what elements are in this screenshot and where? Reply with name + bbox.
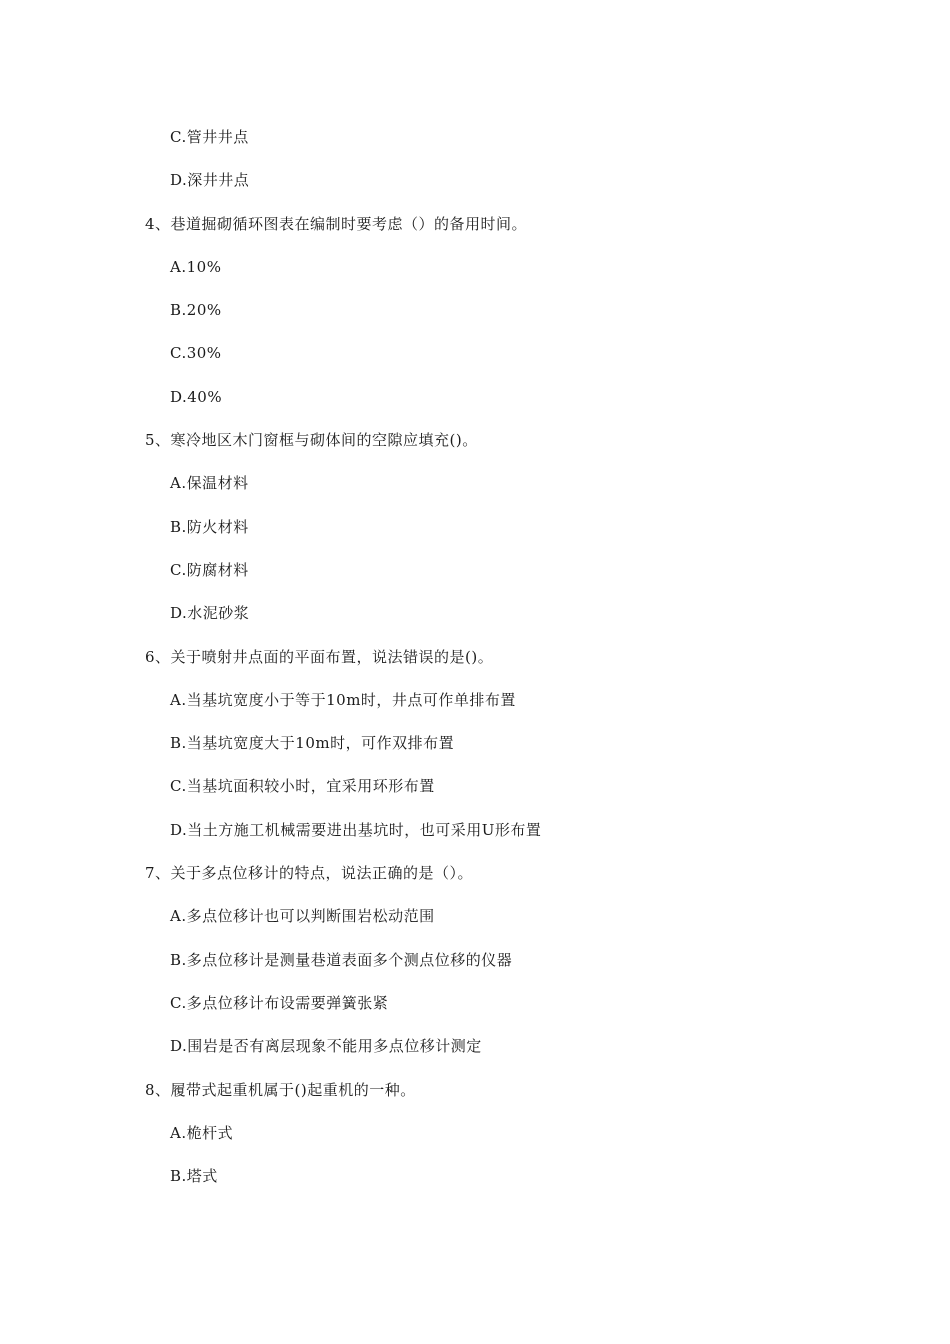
option-8b: B.塔式 <box>170 1167 218 1185</box>
option-4a: A.10% <box>170 258 222 276</box>
option-3c: C.管井井点 <box>170 128 249 146</box>
option-7a: A.多点位移计也可以判断围岩松动范围 <box>170 907 435 925</box>
question-5: 5、寒冷地区木门窗框与砌体间的空隙应填充()。 <box>145 431 478 449</box>
option-4b: B.20% <box>170 301 222 319</box>
option-7d: D.围岩是否有离层现象不能用多点位移计测定 <box>170 1037 482 1055</box>
option-6b: B.当基坑宽度大于10m时，可作双排布置 <box>170 734 455 752</box>
option-5d: D.水泥砂浆 <box>170 604 250 622</box>
question-7: 7、关于多点位移计的特点，说法正确的是（）。 <box>145 864 474 882</box>
question-4: 4、巷道掘砌循环图表在编制时要考虑（）的备用时间。 <box>145 215 528 233</box>
option-6a: A.当基坑宽度小于等于10m时，井点可作单排布置 <box>170 691 516 709</box>
option-6d: D.当土方施工机械需要进出基坑时，也可采用U形布置 <box>170 821 542 839</box>
question-8: 8、履带式起重机属于()起重机的一种。 <box>145 1081 416 1099</box>
option-8a: A.桅杆式 <box>170 1124 234 1142</box>
question-6: 6、关于喷射井点面的平面布置，说法错误的是()。 <box>145 648 494 666</box>
option-5a: A.保温材料 <box>170 474 249 492</box>
option-3d: D.深井井点 <box>170 171 250 189</box>
option-7b: B.多点位移计是测量巷道表面多个测点位移的仪器 <box>170 951 513 969</box>
option-7c: C.多点位移计布设需要弹簧张紧 <box>170 994 389 1012</box>
option-6c: C.当基坑面积较小时，宜采用环形布置 <box>170 777 435 795</box>
option-4d: D.40% <box>170 388 223 406</box>
option-5c: C.防腐材料 <box>170 561 249 579</box>
option-4c: C.30% <box>170 344 222 362</box>
option-5b: B.防火材料 <box>170 518 249 536</box>
